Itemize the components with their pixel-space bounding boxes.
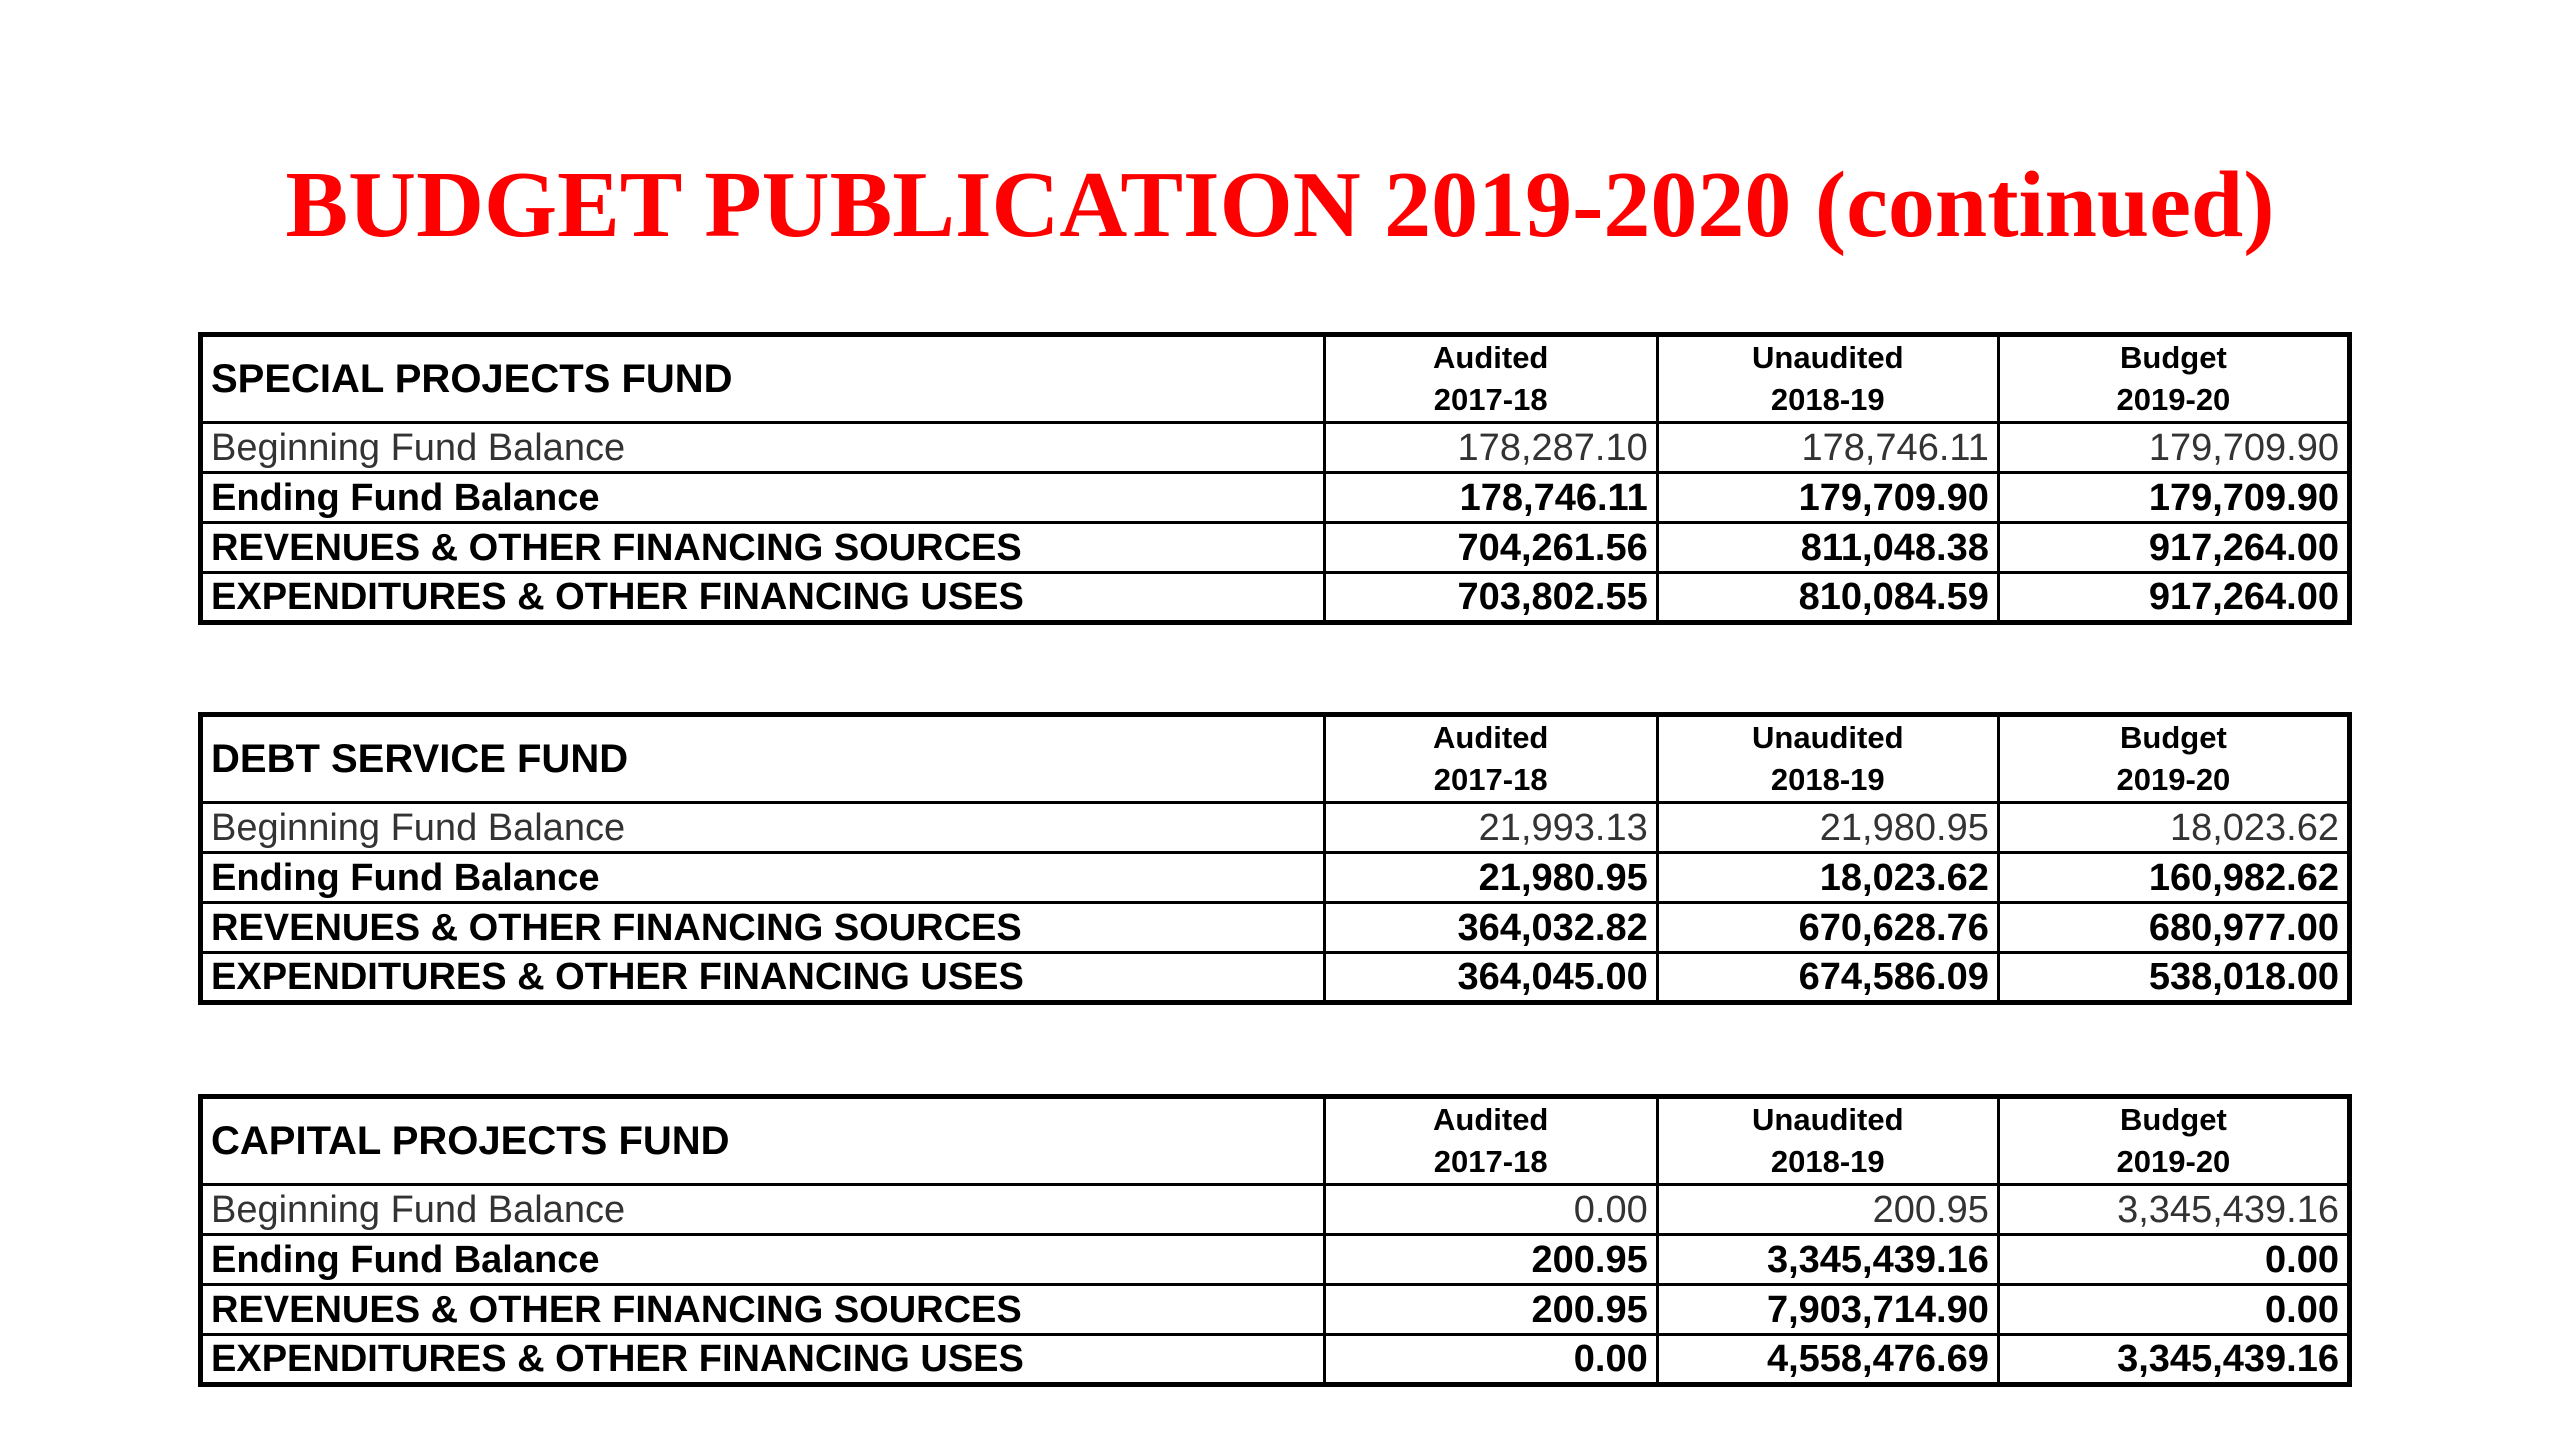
amount-cell: 179,709.90: [1657, 473, 1998, 523]
row-label: Ending Fund Balance: [201, 473, 1325, 523]
row-label: EXPENDITURES & OTHER FINANCING USES: [201, 573, 1325, 623]
table-row: [201, 1285, 2350, 1335]
table-header-row: [201, 1097, 2350, 1185]
amount-cell: 200.95: [1324, 1285, 1657, 1335]
table-row: [201, 853, 2350, 903]
row-label: Ending Fund Balance: [201, 853, 1325, 903]
column-header: [1657, 335, 1998, 423]
amount-cell: 3,345,439.16: [1998, 1335, 2349, 1385]
amount-cell: 811,048.38: [1657, 523, 1998, 573]
column-header-type: Budget: [2120, 720, 2227, 755]
amount-cell: 4,558,476.69: [1657, 1335, 1998, 1385]
column-header-type: Budget: [2120, 1102, 2227, 1137]
table-row: [201, 573, 2350, 623]
amount-cell: 670,628.76: [1657, 903, 1998, 953]
column-header-type: Audited: [1433, 1102, 1549, 1137]
amount-cell: 21,980.95: [1324, 853, 1657, 903]
column-header-year: 2019-20: [2116, 762, 2231, 797]
table-row: [201, 803, 2350, 853]
amount-cell: 18,023.62: [1657, 853, 1998, 903]
amount-cell: 178,746.11: [1657, 423, 1998, 473]
column-header-type: Unaudited: [1752, 340, 1904, 375]
table-row: [201, 1335, 2350, 1385]
amount-cell: 7,903,714.90: [1657, 1285, 1998, 1335]
amount-cell: 538,018.00: [1998, 953, 2349, 1003]
column-header-type: Audited: [1433, 720, 1549, 755]
amount-cell: 0.00: [1324, 1335, 1657, 1385]
amount-cell: 200.95: [1324, 1235, 1657, 1285]
amount-cell: 178,287.10: [1324, 423, 1657, 473]
fund-table: [198, 332, 2352, 625]
table-header-row: [201, 715, 2350, 803]
amount-cell: 0.00: [1324, 1185, 1657, 1235]
table-header-row: [201, 335, 2350, 423]
fund-title: DEBT SERVICE FUND: [201, 715, 1325, 803]
table-row: [201, 523, 2350, 573]
table-row: [201, 903, 2350, 953]
column-header: [1998, 1097, 2349, 1185]
column-header-year: 2017-18: [1433, 762, 1548, 797]
row-label: EXPENDITURES & OTHER FINANCING USES: [201, 1335, 1325, 1385]
row-label: Beginning Fund Balance: [201, 803, 1325, 853]
fund-title: CAPITAL PROJECTS FUND: [201, 1097, 1325, 1185]
row-label: Beginning Fund Balance: [201, 423, 1325, 473]
amount-cell: 178,746.11: [1324, 473, 1657, 523]
amount-cell: 917,264.00: [1998, 573, 2349, 623]
column-header: [1657, 1097, 1998, 1185]
amount-cell: 179,709.90: [1998, 473, 2349, 523]
row-label: REVENUES & OTHER FINANCING SOURCES: [201, 523, 1325, 573]
amount-cell: 179,709.90: [1998, 423, 2349, 473]
amount-cell: 3,345,439.16: [1998, 1185, 2349, 1235]
row-label: REVENUES & OTHER FINANCING SOURCES: [201, 1285, 1325, 1335]
column-header-type: Audited: [1433, 340, 1549, 375]
amount-cell: 674,586.09: [1657, 953, 1998, 1003]
amount-cell: 21,980.95: [1657, 803, 1998, 853]
page-title: BUDGET PUBLICATION 2019-2020 (continued): [285, 153, 2275, 257]
column-header-year: 2017-18: [1433, 1144, 1548, 1179]
column-header-type: Unaudited: [1752, 720, 1904, 755]
column-header: [1324, 1097, 1657, 1185]
table-row: [201, 423, 2350, 473]
column-header: [1324, 715, 1657, 803]
column-header: [1657, 715, 1998, 803]
amount-cell: 364,032.82: [1324, 903, 1657, 953]
amount-cell: 364,045.00: [1324, 953, 1657, 1003]
amount-cell: 160,982.62: [1998, 853, 2349, 903]
column-header: [1324, 335, 1657, 423]
amount-cell: 680,977.00: [1998, 903, 2349, 953]
column-header-type: Unaudited: [1752, 1102, 1904, 1137]
table-row: [201, 953, 2350, 1003]
fund-table: [198, 712, 2352, 1005]
column-header-year: 2019-20: [2116, 382, 2231, 417]
amount-cell: 18,023.62: [1998, 803, 2349, 853]
amount-cell: 703,802.55: [1324, 573, 1657, 623]
fund-table: [198, 1094, 2352, 1387]
column-header: [1998, 335, 2349, 423]
row-label: Ending Fund Balance: [201, 1235, 1325, 1285]
column-header: [1998, 715, 2349, 803]
amount-cell: 0.00: [1998, 1285, 2349, 1335]
column-header-year: 2018-19: [1770, 1144, 1885, 1179]
amount-cell: 200.95: [1657, 1185, 1998, 1235]
table-row: [201, 1235, 2350, 1285]
amount-cell: 21,993.13: [1324, 803, 1657, 853]
amount-cell: 3,345,439.16: [1657, 1235, 1998, 1285]
column-header-type: Budget: [2120, 340, 2227, 375]
row-label: Beginning Fund Balance: [201, 1185, 1325, 1235]
amount-cell: 810,084.59: [1657, 573, 1998, 623]
row-label: EXPENDITURES & OTHER FINANCING USES: [201, 953, 1325, 1003]
column-header-year: 2018-19: [1770, 382, 1885, 417]
amount-cell: 704,261.56: [1324, 523, 1657, 573]
column-header-year: 2019-20: [2116, 1144, 2231, 1179]
table-row: [201, 473, 2350, 523]
amount-cell: 917,264.00: [1998, 523, 2349, 573]
row-label: REVENUES & OTHER FINANCING SOURCES: [201, 903, 1325, 953]
fund-title: SPECIAL PROJECTS FUND: [201, 335, 1325, 423]
column-header-year: 2018-19: [1770, 762, 1885, 797]
column-header-year: 2017-18: [1433, 382, 1548, 417]
table-row: [201, 1185, 2350, 1235]
amount-cell: 0.00: [1998, 1235, 2349, 1285]
